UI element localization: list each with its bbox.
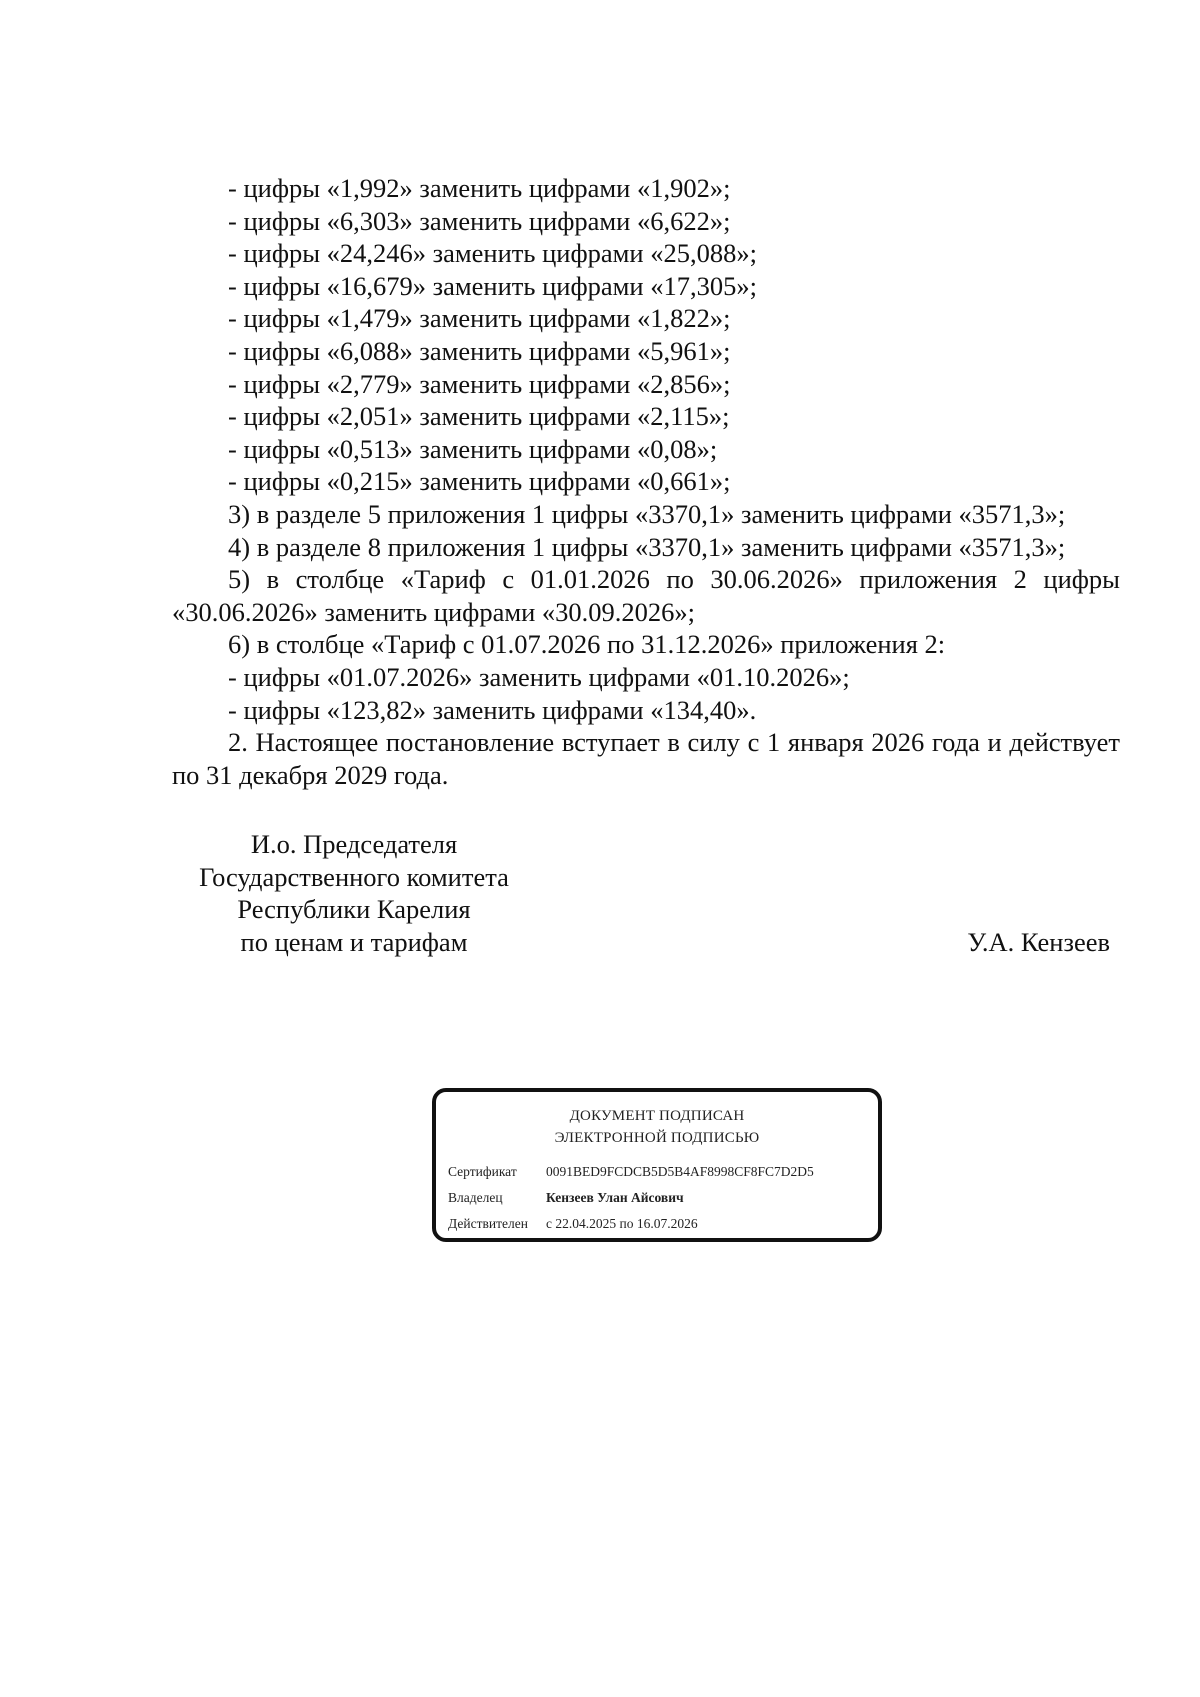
item-6-line: - цифры «01.07.2026» заменить цифрами «01.10.2026»; (228, 661, 850, 692)
validity-value: с 22.04.2025 по 16.07.2026 (546, 1216, 698, 1231)
replacement-line: - цифры «6,088» заменить цифрами «5,961»; (228, 335, 731, 366)
replacement-line: - цифры «2,779» заменить цифрами «2,856»; (228, 368, 731, 399)
replacement-line: - цифры «1,479» заменить цифрами «1,822»; (228, 303, 731, 334)
item-6: 6) в столбце «Тариф с 01.07.2026 по 31.12.2026» приложения 2: (228, 629, 946, 660)
owner-value: Кензеев Улан Айсович (546, 1190, 684, 1205)
position-line: Республики Карелия (237, 894, 471, 925)
item-4: 4) в разделе 8 приложения 1 цифры «3370,1» заменить цифрами «3571,3»; (228, 531, 1066, 562)
point-2: 2. Настоящее постановление вступает в силу с 1 января 2026 года и действует по 31 декабря 2029 года. (172, 727, 1120, 790)
stamp-title-line: ЭЛЕКТРОННОЙ ПОДПИСЬЮ (554, 1130, 760, 1146)
position-line: по ценам и тарифам (240, 926, 468, 957)
validity-label: Действителен (448, 1216, 528, 1231)
owner-label: Владелец (448, 1190, 503, 1205)
position-line: Государственного комитета (199, 861, 509, 892)
signature-block (172, 828, 1120, 958)
replacement-line: - цифры «6,303» заменить цифрами «6,622»; (228, 205, 731, 236)
replacement-line: - цифры «16,679» заменить цифрами «17,305»; (228, 270, 757, 301)
stamp-validity-row (448, 1211, 878, 1237)
position-line: И.о. Председателя (250, 829, 458, 859)
replacement-line: - цифры «0,513» заменить цифрами «0,08»; (228, 433, 718, 464)
signatory-name: У.А. Кензеев (967, 926, 1110, 957)
replacement-line: - цифры «1,992» заменить цифрами «1,902»; (228, 173, 731, 203)
stamp-owner-row (448, 1185, 878, 1211)
stamp-title (436, 1105, 878, 1149)
signatory-position (172, 828, 536, 958)
certificate-label: Сертификат (448, 1164, 517, 1179)
stamp-title-line: ДОКУМЕНТ ПОДПИСАН (569, 1108, 745, 1124)
replacement-line: - цифры «2,051» заменить цифрами «2,115»; (228, 401, 730, 432)
certificate-value: 0091BED9FCDCB5D5B4AF8998CF8FC7D2D5 (546, 1164, 814, 1179)
item-3: 3) в разделе 5 приложения 1 цифры «3370,1» заменить цифрами «3571,3»; (228, 498, 1066, 529)
replacement-line: - цифры «24,246» заменить цифрами «25,088»; (228, 238, 757, 269)
stamp-details (436, 1159, 878, 1237)
document-body (172, 172, 1120, 791)
electronic-signature-stamp (432, 1088, 882, 1242)
replacement-line: - цифры «0,215» заменить цифрами «0,661»; (228, 466, 731, 497)
item-6-line: - цифры «123,82» заменить цифрами «134,40». (228, 694, 757, 725)
item-5: 5) в столбце «Тариф с 01.01.2026 по 30.06.2026» приложения 2 цифры «30.06.2026» заменить цифрами «30.09.2026»; (172, 564, 1120, 627)
stamp-certificate-row (448, 1159, 878, 1185)
